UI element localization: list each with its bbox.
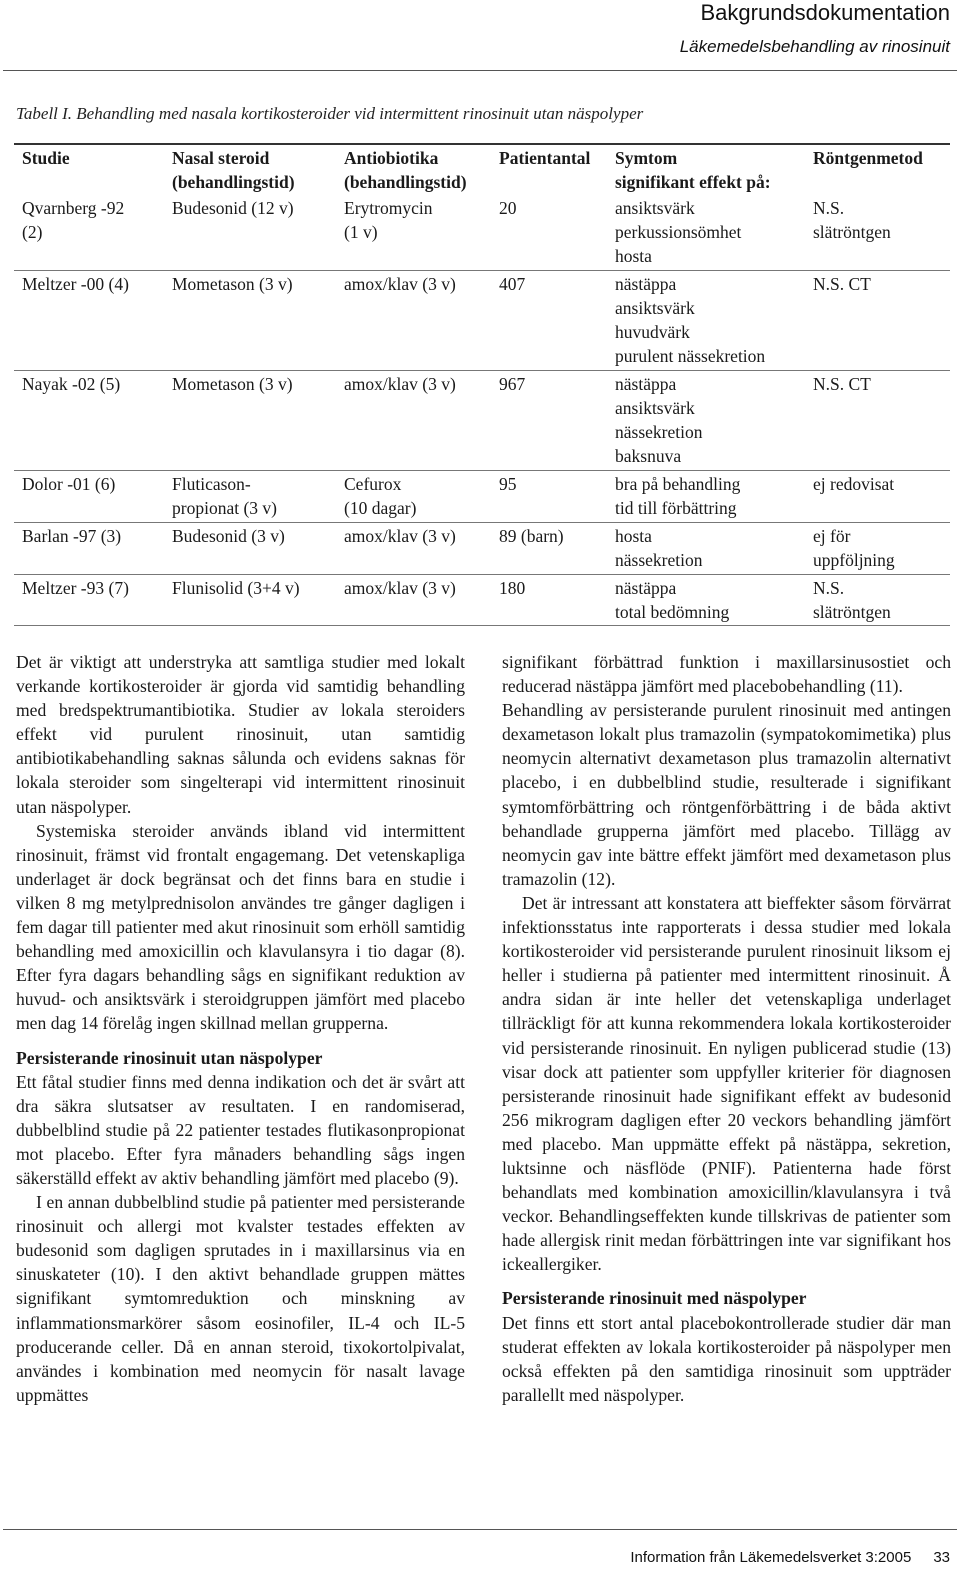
cell-line: Dolor -01 (6) [22, 474, 116, 494]
paragraph: Behandling av persisterande purulent rinosinuit med antingen dexametason lokalt plus tramazolin (sympatokomimetika) plus neomycin alternativt dexametason plus tramazolin alternativt placebo, i en dubbelblind studie, resulterade i signifikant symtomförbättring och röntgenförbättring i de båda aktivt behandlade grupperna jämfört med placebo. Tillägg av neomycin gav inte bättre effekt jämfört med dexametason plus tramazolin (12). [502, 700, 951, 889]
xray-cell [805, 523, 950, 575]
cell-line: Barlan -97 (3) [22, 526, 122, 546]
section-heading: Persisterande rinosinuit utan näspolyper [16, 1047, 323, 1068]
paragraph: signifikant förbättrad funktion i maxillarsinusostiet och reducerad nästäppa jämfört med placebobehandling (11). [502, 652, 951, 697]
table-row [14, 523, 950, 575]
cell-line: ansiktsvärk [615, 298, 695, 318]
xray-cell [805, 271, 950, 371]
section-heading: Persisterande rinosinuit med näspolyper [502, 1288, 807, 1309]
column-header [491, 146, 607, 196]
table-header-row [14, 146, 950, 196]
table-bottom-rule [14, 625, 950, 626]
cell-line: amox/klav (3 v) [344, 274, 456, 294]
cell-line: N.S. CT [813, 274, 871, 294]
study-cell [14, 523, 164, 575]
steroid-cell [164, 196, 336, 271]
cell-line: ansiktsvärk [615, 198, 695, 218]
study-cell [14, 271, 164, 371]
steroid-cell [164, 271, 336, 371]
paragraph: Det är viktigt att understryka att samtliga studier med lokalt verkande kortikosteroider är gjorda vid samtidig behandling med bredspektrumantibiotika. Studier av lokala steroiders effekt vid purulent rinosinuit, utan samtidig antibiotikabehandling saknas sålunda och evidens saknas för lokala steroider som singelterapi vid intermittent rinosinuit utan näspolyper. [16, 652, 465, 817]
table-row [14, 371, 950, 471]
body-column-right [502, 650, 951, 1407]
cell-line: ansiktsvärk [615, 398, 695, 418]
patients-cell: 95 [491, 471, 607, 523]
column-header [607, 146, 805, 196]
paragraph: Det finns ett stort antal placebokontrollerade studier där man studerat effekten av lokala kortikosteroider på näspolyper men också effekten på den samtidiga rinosinuit som uppträder parallellt med näspolyper. [502, 1312, 951, 1405]
cell-line: Symtom [615, 148, 678, 168]
steroid-cell [164, 575, 336, 627]
cell-line: amox/klav (3 v) [344, 374, 456, 394]
cell-line: Fluticason- [172, 474, 251, 494]
symptoms-cell [607, 575, 805, 627]
cell-line: nästäppa [615, 374, 677, 394]
cell-line: Mometason (3 v) [172, 274, 293, 294]
column-header [164, 146, 336, 196]
table-caption: Tabell I. Behandling med nasala kortikosteroider vid intermittent rinosinuit utan näspolyper [16, 104, 644, 123]
cell-line: (10 dagar) [344, 498, 417, 518]
antibiotic-cell [336, 523, 491, 575]
cell-line: amox/klav (3 v) [344, 578, 456, 598]
table-row [14, 196, 950, 271]
table-row [14, 575, 950, 627]
xray-cell [805, 471, 950, 523]
symptoms-cell [607, 196, 805, 271]
cell-line: huvudvärk [615, 322, 690, 342]
table-top-rule [14, 143, 950, 145]
cell-line: nästäppa [615, 274, 677, 294]
antibiotic-cell [336, 575, 491, 627]
symptoms-cell [607, 471, 805, 523]
cell-line: N.S. CT [813, 374, 871, 394]
antibiotic-cell [336, 196, 491, 271]
antibiotic-cell [336, 471, 491, 523]
study-cell [14, 575, 164, 627]
cell-line: Nasal steroid [172, 148, 270, 168]
footer-divider [3, 1529, 957, 1530]
cell-line: Nayak -02 (5) [22, 374, 121, 394]
cell-line: Budesonid (12 v) [172, 198, 294, 218]
cell-line: (behandlingstid) [172, 172, 295, 192]
body-column-left [16, 650, 465, 1407]
steroid-cell [164, 471, 336, 523]
steroid-cell [164, 523, 336, 575]
column-header [14, 146, 164, 196]
cell-line: nässekretion [615, 422, 703, 442]
cell-line: ej för [813, 526, 851, 546]
paragraph: I en annan dubbelblind studie på patienter med persisterande rinosinuit och allergi mot kvalster testades effekten av budesonid som dagligen sprutades in i maxillarsinus via en sinuskateter (10). I den aktivt behandlade gruppen mättes signifikant symtomreduktion och minskning av inflammationsmarkörer såsom eosinofiler, IL-4 och IL-5 producerande celler. Då en annan steroid, tixokortolpivalat, användes i kombination med neomycin för nasalt lavage uppmättes [16, 1192, 465, 1405]
cell-line: Meltzer -93 (7) [22, 578, 129, 598]
cell-line: amox/klav (3 v) [344, 526, 456, 546]
patients-cell: 967 [491, 371, 607, 471]
cell-line: (1 v) [344, 222, 378, 242]
paragraph: Ett fåtal studier finns med denna indikation och det är svårt att dra säkra slutsatser av resultaten. I en randomiserad, dubbelblind studie på 22 patienter testades flutikasonpropionat mot placebo. Efter fyra månaders behandling sågs ingen säkerställd effekt av aktiv behandling jämfört med placebo (9). [16, 1071, 465, 1188]
cell-line: Qvarnberg -92 [22, 198, 125, 218]
cell-line: Antiobiotika [344, 148, 439, 168]
cell-line: Budesonid (3 v) [172, 526, 285, 546]
patients-cell: 407 [491, 271, 607, 371]
cell-line: hosta [615, 246, 652, 266]
cell-line: Meltzer -00 (4) [22, 274, 129, 294]
cell-line: bra på behandling [615, 474, 741, 494]
cell-line: purulent nässekretion [615, 346, 766, 366]
study-cell [14, 371, 164, 471]
running-header-subtitle: Läkemedelsbehandling av rinosinuit [679, 37, 950, 56]
cell-line: signifikant effekt på: [615, 172, 771, 192]
paragraph: Det är intressant att konstatera att bieffekter såsom förvärrat infektionsstatus inte rapporterats i dessa studier med lokala kortikosteroider vid persisterande purulent rinosinuit liksom ej heller i studierna på patienter med intermittent rinosinuit. Å andra sidan är inte heller det vetenskapliga underlaget tillräckligt för att kunna rekommendera lokala kortikosteroider vid persisterande rinosinuit. En nyligen publicerad studie (13) visar dock att patienter som uppfyller kriterier för diagnosen persisterande rinosinuit hade signifikant effekt av budesonid 256 mikrogram dagligen efter 20 veckors behandling jämfört med placebo. Man uppmätte effekt på nästäppa, sekretion, luktsinne och näsflöde (PNIF). Patienterna hade först behandlats med kombination amoxicillin/klavulansyra i två veckor. Behandlingseffekten kunde tillskrivas de patienter som hade allergisk rinit medan förbättringen inte var signifikant hos ickeallergiker. [502, 892, 951, 1275]
cell-line: Patientantal [499, 148, 591, 168]
cell-line: Studie [22, 148, 70, 168]
cell-line: Flunisolid (3+4 v) [172, 578, 300, 598]
patients-cell: 180 [491, 575, 607, 627]
study-table [14, 146, 950, 626]
cell-line: Cefurox [344, 474, 402, 494]
cell-line: slätröntgen [813, 602, 891, 622]
cell-line: perkussionsömhet [615, 222, 742, 242]
table-row [14, 471, 950, 523]
header-divider [3, 70, 957, 71]
symptoms-cell [607, 371, 805, 471]
cell-line: baksnuva [615, 446, 682, 466]
antibiotic-cell [336, 271, 491, 371]
cell-line: uppföljning [813, 550, 895, 570]
study-cell [14, 196, 164, 271]
xray-cell [805, 575, 950, 627]
cell-line: slätröntgen [813, 222, 891, 242]
running-header-title: Bakgrundsdokumentation [700, 0, 950, 25]
steroid-cell [164, 371, 336, 471]
patients-cell: 20 [499, 198, 517, 218]
cell-line: N.S. [813, 578, 845, 598]
study-cell [14, 471, 164, 523]
cell-line: tid till förbättring [615, 498, 737, 518]
cell-line: ej redovisat [813, 474, 895, 494]
column-header [805, 146, 950, 196]
cell-line: Mometason (3 v) [172, 374, 293, 394]
table-row [14, 271, 950, 371]
page-number: 33 [933, 1549, 950, 1566]
cell-line: Erytromycin [344, 198, 433, 218]
cell-line: propionat (3 v) [172, 498, 277, 518]
symptoms-cell [607, 271, 805, 371]
patients-cell: 89 (barn) [491, 523, 607, 575]
cell-line: nästäppa [615, 578, 677, 598]
cell-line: Röntgenmetod [813, 148, 923, 168]
cell-line: total bedömning [615, 602, 730, 622]
xray-cell [805, 371, 950, 471]
column-header [336, 146, 491, 196]
paragraph: Systemiska steroider används ibland vid intermittent rinosinuit, främst vid frontalt engagemang. Det vetenskapliga underlaget är dock begränsat och det finns bara en studie i vilken 8 mg metylprednisolon användes tre gånger dagligen i fem dagar till patienter med akut rinosinuit som erhöll samtidig behandling med amoxicillin och klavulansyra i tio dagar (8). Efter fyra dagars behandling sågs en signifikant reduktion av huvud- och ansiktsvärk i steroidgruppen jämfört med placebo men dag 14 förelåg ingen skillnad mellan grupperna. [16, 820, 465, 1034]
cell-line: nässekretion [615, 550, 703, 570]
cell-line: (behandlingstid) [344, 172, 467, 192]
xray-cell [805, 196, 950, 271]
cell-line: (2) [22, 222, 43, 242]
antibiotic-cell [336, 371, 491, 471]
cell-line: hosta [615, 526, 652, 546]
footer-source: Information från Läkemedelsverket 3:2005 [630, 1549, 912, 1566]
symptoms-cell [607, 523, 805, 575]
page-footer [630, 1549, 950, 1566]
cell-line: N.S. [813, 198, 845, 218]
